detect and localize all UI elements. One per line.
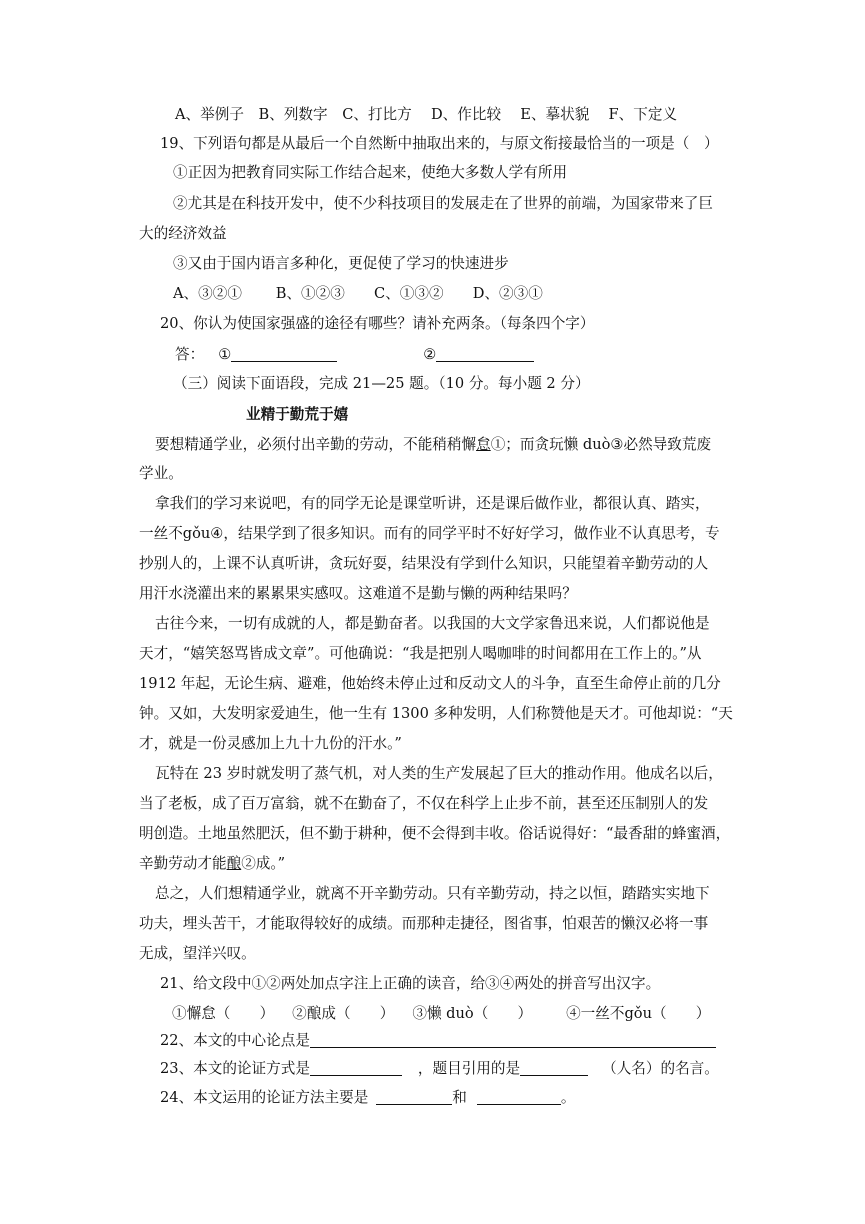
passage-p5-line3: 无成，望洋兴叹。 [139, 945, 256, 962]
passage-p3-line2: 天才，“嬉笑怒骂皆成文章”。可他确说：“我是把别人喝咖啡的时间都用在工作上的。”从 [139, 645, 702, 662]
question-19-sentence-2b: 大的经济效益 [139, 225, 227, 242]
question-24: 24、本文运用的论证方法主要是 和 。 [160, 1089, 576, 1106]
passage-p4-line1: 瓦特在 23 岁时就发明了蒸气机，对人类的生产发展起了巨大的推动作用。他成名以后， [155, 765, 723, 782]
q21-item-2: ②酿成（ ） [292, 1005, 395, 1022]
passage-p5-line2: 功夫，埋头苦干，才能取得较好的成绩。而那种走捷径，图省事，怕艰苦的懒汉必将一事 [139, 915, 709, 932]
question-19-sentence-3: ③又由于国内语言多种化，更促使了学习的快速进步 [173, 255, 509, 272]
section-3-heading: （三）阅读下面语段，完成 21—25 题。（10 分。每小题 2 分） [173, 375, 590, 392]
answer-mark-1: ① [218, 346, 232, 363]
question-22-stem: 22、本文的中心论点是 [160, 1032, 310, 1049]
question-21-items [172, 1004, 710, 1024]
passage-p4-line2: 当了老板，成了百万富翁，就不在勤奋了，不仅在科学上止步不前，甚至还压制别人的发 [139, 795, 709, 812]
passage-p3-line4: 钟。又如，大发明家爱迪生，他一生有 1300 多种发明，人们称赞他是天才。可他却说：“天 [139, 705, 733, 722]
q24-blank-2[interactable] [477, 1089, 561, 1105]
answer-label: 答： [175, 346, 205, 363]
dotted-char-2: 酿 [226, 855, 242, 872]
options-line: A、举例子 B、列数字 C、打比方 D、作比较 E、摹状貌 F、下定义 [175, 106, 678, 123]
q22-answer-blank[interactable] [310, 1032, 716, 1048]
passage-p3-line1: 古往今来，一切有成就的人，都是勤奋者。以我国的大文学家鲁迅来说，人们都说他是 [155, 615, 710, 632]
answer-mark-2: ② [423, 346, 437, 363]
question-22 [160, 1031, 716, 1051]
answer-blank-1[interactable] [231, 346, 337, 362]
q23-blank-1[interactable] [310, 1060, 402, 1076]
passage-p4-line3: 明创造。土地虽然肥沃，但不勤于耕种，便不会得到丰收。俗话说得好：“最香甜的蜂蜜酒， [139, 825, 731, 842]
question-20-stem: 20、你认为使国家强盛的途径有哪些？请补充两条。（每条四个字） [160, 315, 595, 332]
passage-p3-line5: 才，就是一份灵感加上九十九份的汗水。” [139, 735, 402, 752]
passage-p3-line3: 1912 年起，无论生病、避难，他始终未停止过和反动文人的斗争，直至生命停止前的几分 [139, 675, 721, 692]
question-21-stem: 21、给文段中①②两处加点字注上正确的读音，给③④两处的拼音写出汉字。 [160, 975, 661, 992]
question-19-choices: A、③②① B、①②③ C、①③② D、②③① [173, 285, 543, 302]
passage-p1-line2: 学业。 [139, 465, 183, 482]
q24-blank-1[interactable] [376, 1089, 452, 1105]
question-19-stem: 19、下列语句都是从最后一个自然断中抽取出来的，与原文衔接最恰当的一项是（ ） [160, 135, 719, 152]
q21-item-4: ④一丝不gǒu（ ） [566, 1005, 711, 1022]
question-20-answer-line [175, 345, 534, 365]
answer-blank-2[interactable] [436, 346, 534, 362]
passage-p2-line1: 拿我们的学习来说吧，有的同学无论是课堂听讲，还是课后做作业，都很认真、踏实， [155, 495, 710, 512]
question-19-sentence-2a: ②尤其是在科技开发中，使不少科技项目的发展走在了世界的前端，为国家带来了巨 [173, 195, 713, 212]
question-23: 23、本文的论证方式是 ，题目引用的是 （人名）的名言。 [160, 1060, 719, 1077]
passage-p2-line2: 一丝不gǒu④，结果学到了很多知识。而有的同学平时不好好学习，做作业不认真思考，专 [139, 525, 720, 542]
question-19-sentence-1: ①正因为把教育同实际工作结合起来，使绝大多数人学有所用 [173, 164, 568, 181]
passage-p1-line1: 要想精通学业，必须付出辛勤的劳动，不能稍稍懈怠①；而贪玩懒 duò③必然导致荒废 [155, 436, 712, 453]
dotted-char-1: 怠 [476, 436, 491, 453]
passage-p5-line1: 总之，人们想精通学业，就离不开辛勤劳动。只有辛勤劳动，持之以恒，踏踏实实地下 [155, 885, 710, 902]
passage-p4-line4: 辛勤劳动才能酿②成。” [139, 855, 286, 872]
passage-p2-line3: 抄别人的，上课不认真听讲，贪玩好耍，结果没有学到什么知识，只能望着辛勤劳动的人 [139, 555, 709, 572]
passage-p2-line4: 用汗水浇灌出来的累累果实感叹。这难道不是勤与懒的两种结果吗？ [139, 585, 577, 602]
q21-item-3: ③懒 duò（ ） [412, 1005, 533, 1022]
q21-item-1: ①懈怠（ ） [172, 1005, 275, 1022]
q23-blank-2[interactable] [520, 1060, 588, 1076]
passage-title: 业精于勤荒于嬉 [246, 406, 349, 423]
